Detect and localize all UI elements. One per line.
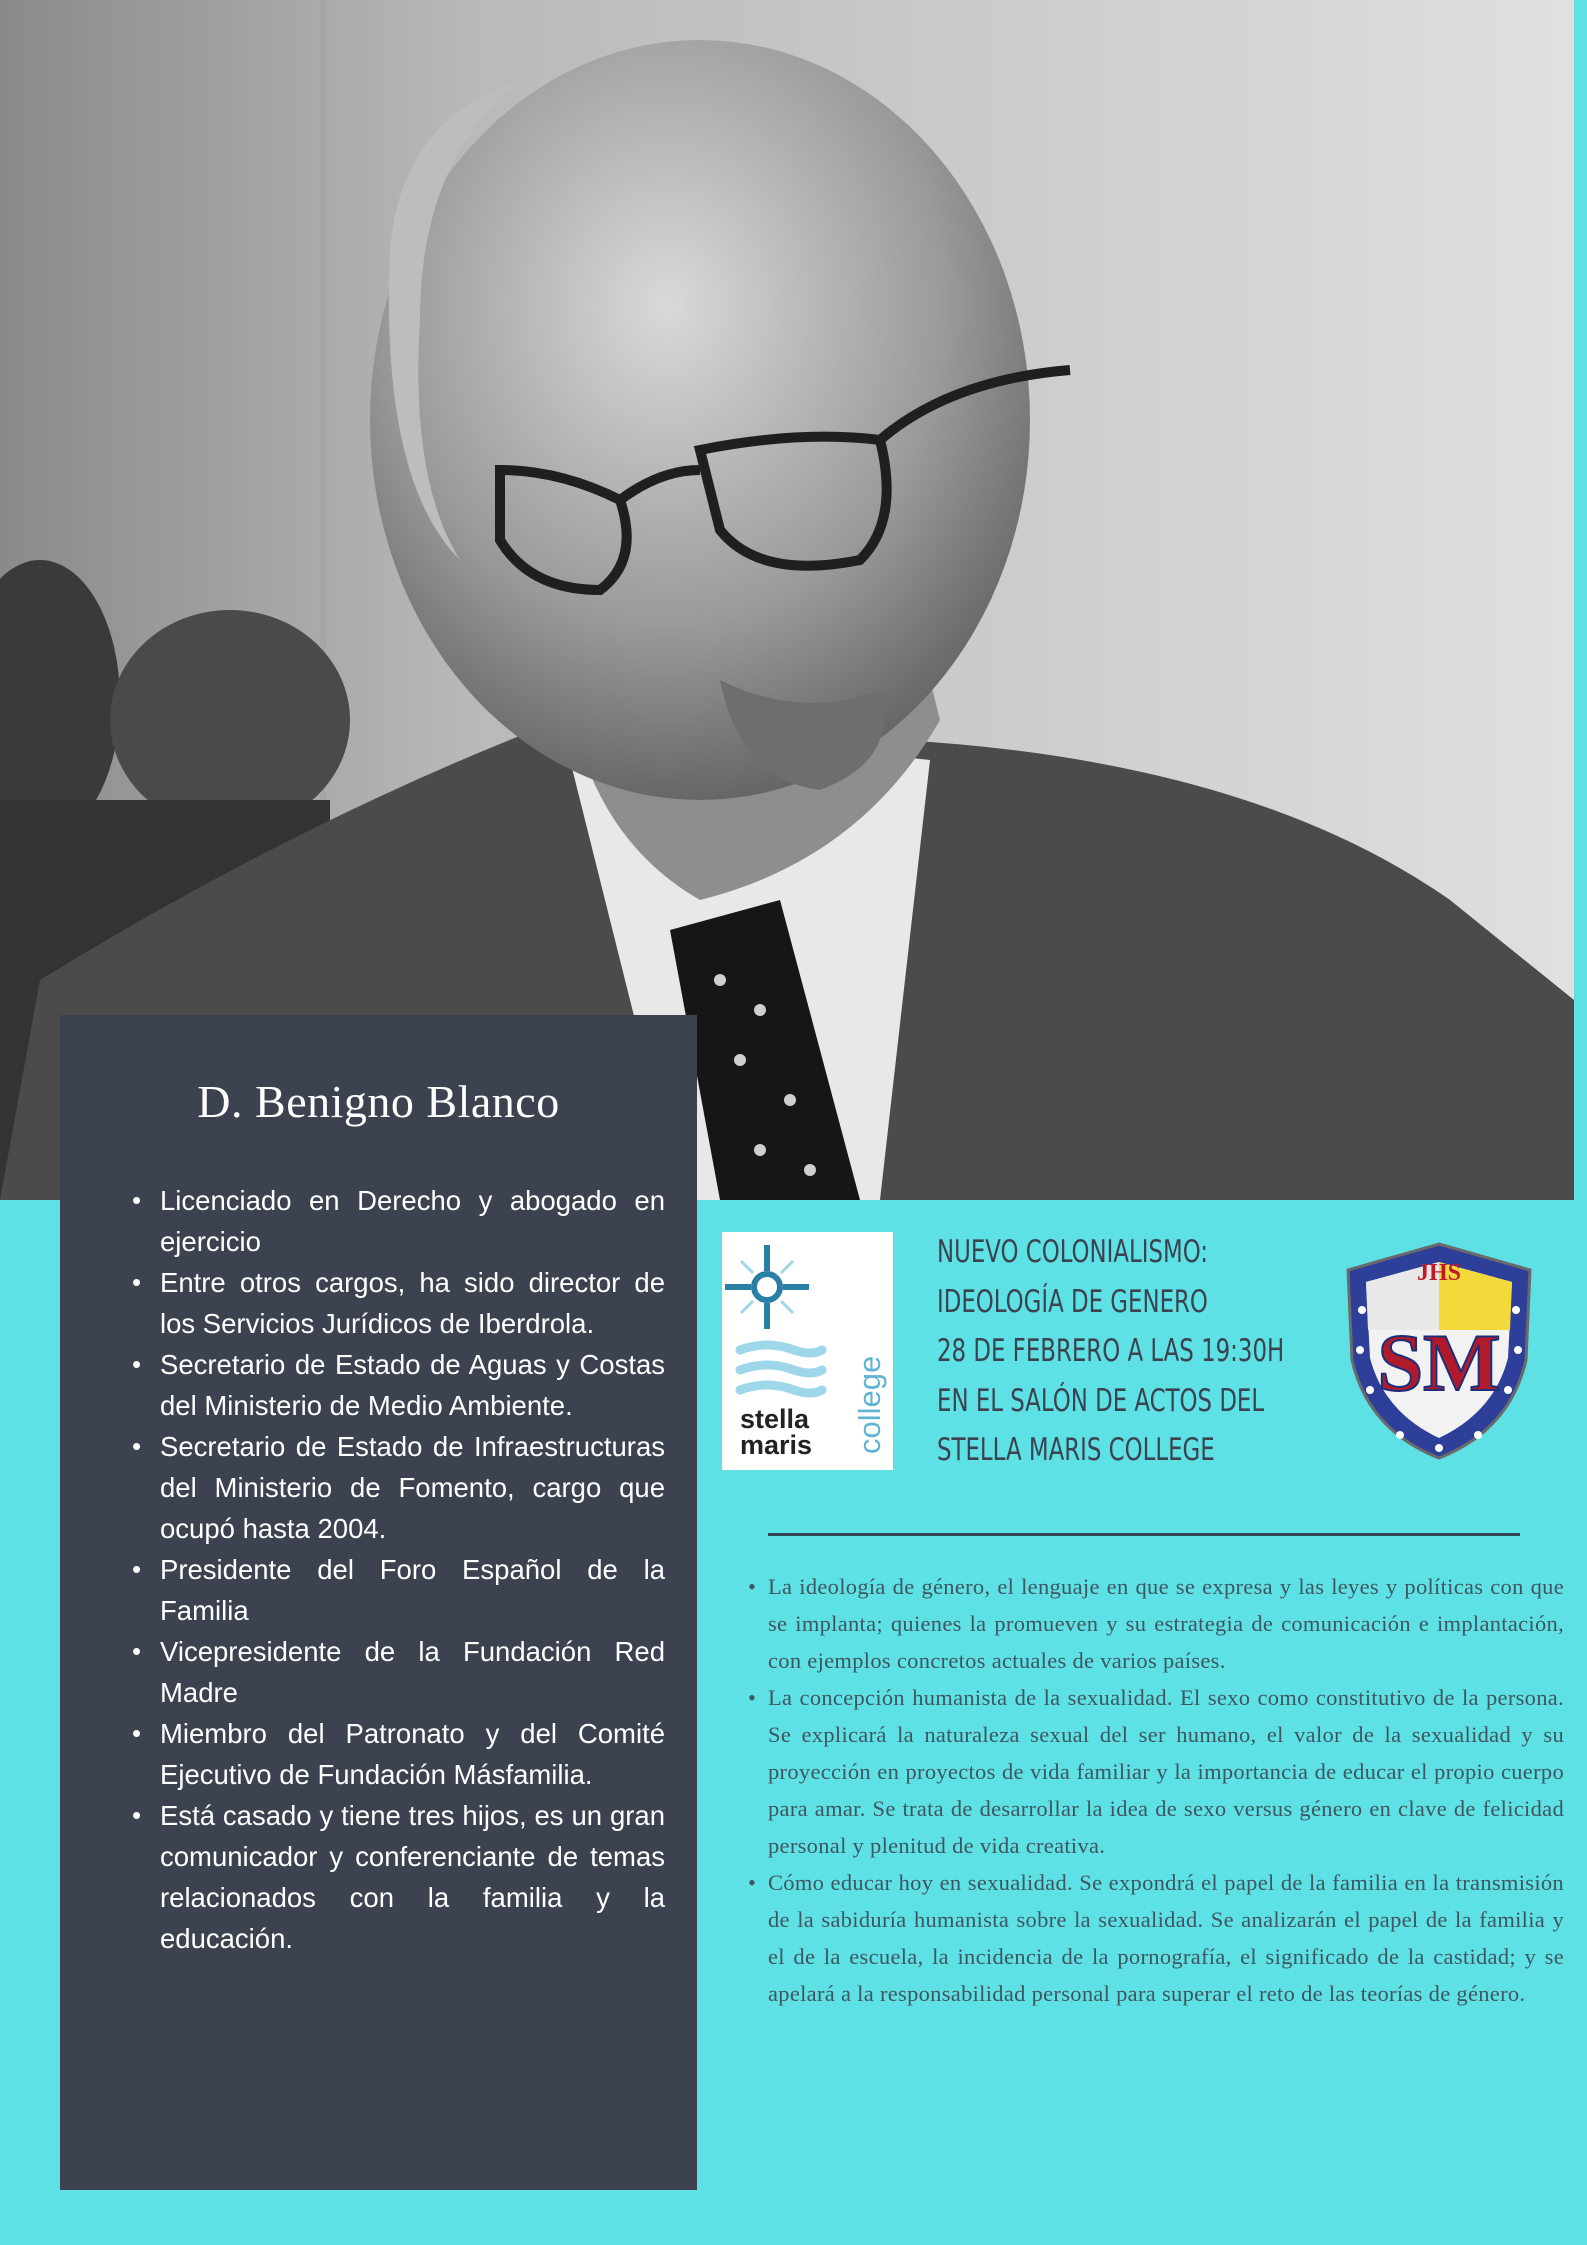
bio-item: • Está casado y tiene tres hijos, es un gran comunicador y conferenciante de temas relacionados con la familia y la educación. (160, 1795, 665, 1959)
bio-item: • Vicepresidente de la Fundación Red Madre (160, 1631, 665, 1713)
bio-item: • Licenciado en Derecho y abogado en ejercicio (160, 1180, 665, 1262)
crest-top-letters: JHS (1416, 1260, 1462, 1286)
crest-monogram: SM (1377, 1317, 1501, 1408)
speaker-bio-panel (60, 1015, 697, 2190)
school-crest (1340, 1240, 1538, 1462)
bio-item: • Entre otros cargos, ha sido director de los Servicios Jurídicos de Iberdrola. (160, 1262, 665, 1344)
bio-item: • Presidente del Foro Español de la Familia (160, 1549, 665, 1631)
logo-word-maris: maris (740, 1430, 813, 1460)
right-edge-strip (1574, 0, 1587, 1200)
bio-item: • Secretario de Estado de Aguas y Costas del Ministerio de Medio Ambiente. (160, 1344, 665, 1426)
event-details (937, 1228, 1285, 1476)
logo-graphic (722, 1232, 893, 1470)
bio-item: • Miembro del Patronato y del Comité Ejecutivo de Fundación Másfamilia. (160, 1713, 665, 1795)
topic-item: • La ideología de género, el lenguaje en que se expresa y las leyes y políticas con que se implanta; quienes la promueven y su estrategia de comunicación e implantación, con ejemplos concretos actuales de varios países. (768, 1568, 1564, 1679)
stella-maris-logo (722, 1232, 893, 1470)
event-date-line: 28 DE FEBRERO A LAS 19:30H (937, 1333, 1285, 1369)
talk-topics-list (768, 1568, 1564, 2012)
event-venue-line: EN EL SALÓN DE ACTOS DEL (937, 1382, 1265, 1419)
topic-item: • La concepción humanista de la sexualidad. El sexo como constitutivo de la persona. Se explicará la naturaleza sexual del ser humano, el valor de la sexualidad y su proyección en proyectos de vida familiar y la importancia de educar el propio cuerpo para amar. Se trata de desarrollar la idea de sexo versus género en clave de felicidad personal y plenitud de vida creativa. (768, 1679, 1564, 1864)
event-title-line: IDEOLOGÍA DE GENERO (937, 1283, 1208, 1320)
event-title-line: NUEVO COLONIALISMO: (937, 1234, 1209, 1270)
crest-shield-icon (1340, 1240, 1538, 1462)
speaker-name: D. Benigno Blanco (197, 1076, 560, 1127)
logo-word-stella: stella (740, 1404, 810, 1434)
event-venue-line: STELLA MARIS COLLEGE (937, 1432, 1215, 1468)
logo-word-college: college (852, 1355, 887, 1454)
bio-item: • Secretario de Estado de Infraestructuras del Ministerio de Fomento, cargo que ocupó hasta 2004. (160, 1426, 665, 1549)
section-divider (768, 1533, 1520, 1536)
speaker-bio-list (160, 1180, 665, 1959)
topic-item: • Cómo educar hoy en sexualidad. Se expondrá el papel de la familia en la transmisión de la sabiduría humanista sobre la sexualidad. Se analizarán el papel de la familia y el de la escuela, la incidencia de la pornografía, el significado de la castidad; y se apelará a la responsabilidad personal para superar el reto de las teorías de género. (768, 1864, 1564, 2012)
